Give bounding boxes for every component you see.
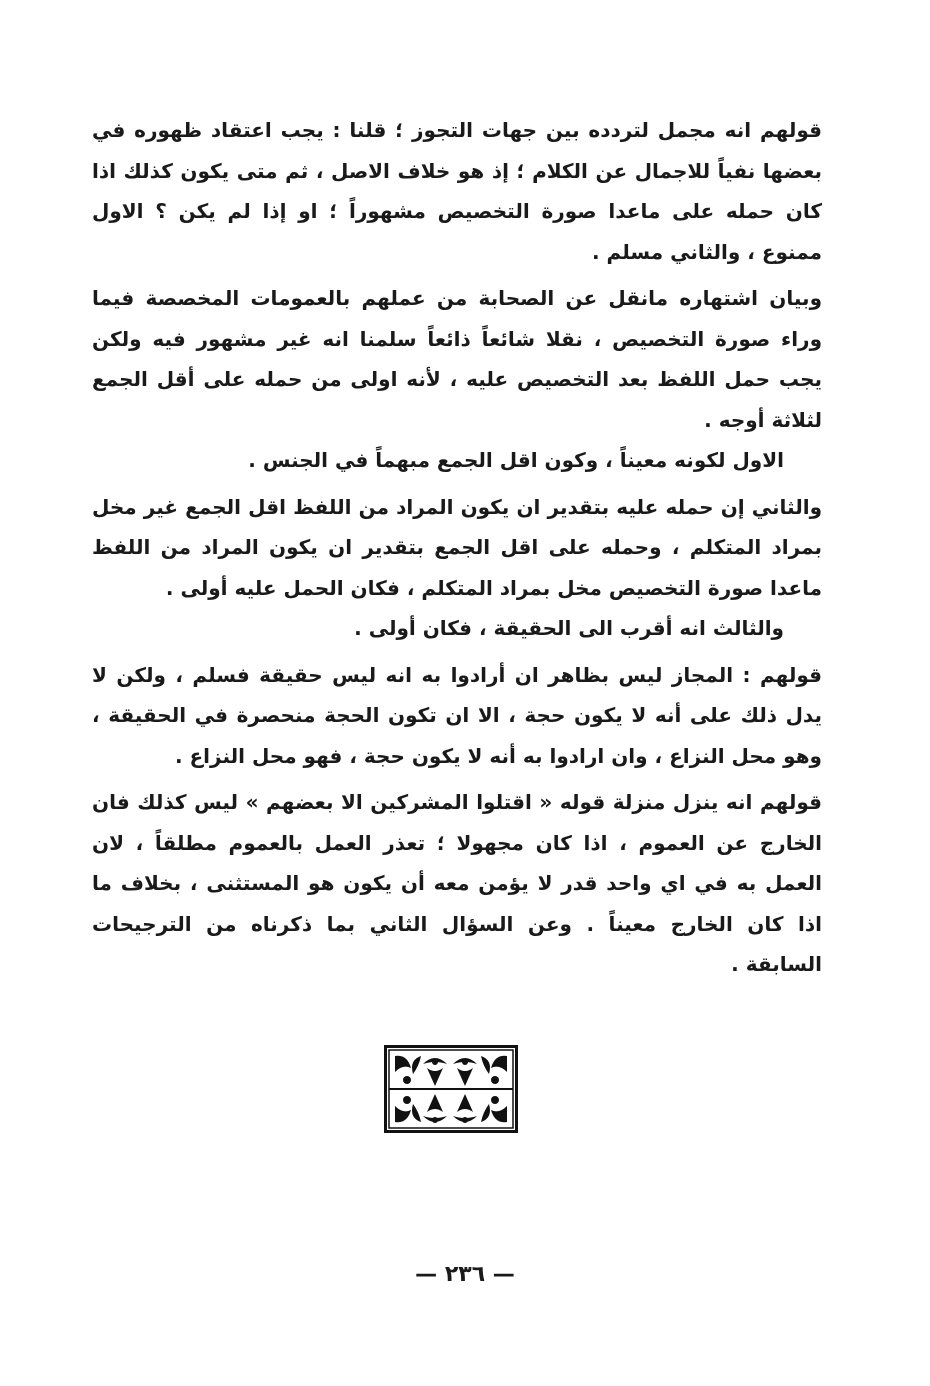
paragraph-6: قولهم : المجاز ليس بظاهر ان أرادوا به انه ليس حقيقة فسلم ، ولكن لا يدل ذلك على أنه لا يكون حجة ، الا ان تكون الحجة منحصرة في الحقيقة ، وهو محل النزاع ، وان ارادوا به أنه لا يكون حجة ، فهو محل النزاع . (92, 662, 822, 768)
paragraph-5: والثالث انه أقرب الى الحقيقة ، فكان أولى . (354, 616, 784, 640)
body-text (92, 110, 822, 985)
paragraph-2: وبيان اشتهاره مانقل عن الصحابة من عملهم بالعمومات المخصصة فيما وراء صورة التخصيص ، نقلا شائعاً ذائعاً سلمنا انه غير مشهور فيه ولكن يجب حمل اللفظ بعد التخصيص عليه ، لأنه اولى من حمله على أقل الجمع لثلاثة أوجه . (92, 286, 822, 432)
page-number: — ٢٣٦ — (415, 1262, 515, 1287)
paragraph-1: قولهم انه مجمل لتردده بين جهات التجوز ؛ قلنا : يجب اعتقاد ظهوره في بعضها نفياً للاجمال عن الكلام ؛ إذ هو خلاف الاصل ، ثم متى يكون كذلك اذا كان حمله على ماعدا صورة التخصيص مشهوراً ؛ او إذا لم يكن ؟ الاول ممنوع ، والثاني مسلم . (92, 118, 822, 264)
decorative-ornament (384, 1045, 518, 1133)
paragraph-4: والثاني إن حمله عليه بتقدير ان يكون المراد من اللفظ اقل الجمع غير مخل بمراد المتكلم ، وحمله على اقل الجمع بتقدير ان يكون المراد من اللفظ ماعدا صورة التخصيص مخل بمراد المتكلم ، فكان الحمل عليه أولى . (92, 494, 822, 600)
ornament-pattern-icon (387, 1048, 515, 1130)
paragraph-3: الاول لكونه معيناً ، وكون اقل الجمع مبهماً في الجنس . (248, 448, 784, 472)
paragraph-7: قولهم انه ينزل منزلة قوله « اقتلوا المشركين الا بعضهم » ليس كذلك فان الخارج عن العموم ، اذا كان مجهولا ؛ تعذر العمل بالعموم مطلقاً ، لان العمل به في اي واحد قدر لا يؤمن معه أن يكون هو المستثنى ، بخلاف ما اذا كان الخارج معيناً . وعن السؤال الثاني بما ذكرناه من الترجيحات السابقة . (92, 790, 822, 976)
